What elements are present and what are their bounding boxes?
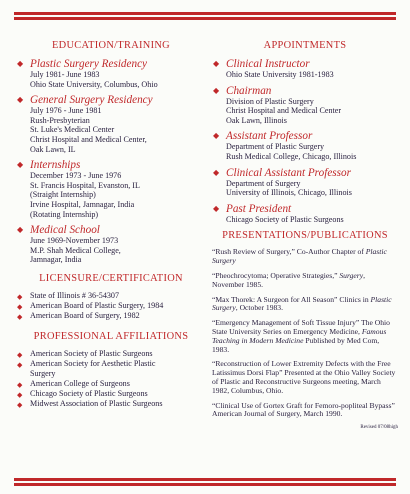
diamond-bullet-icon: ◆ — [17, 160, 24, 170]
entry-line: University of Illinois, Chicago, Illinois — [226, 188, 352, 198]
diamond-bullet-icon: ◆ — [213, 131, 220, 141]
diamond-bullet-icon: ◆ — [17, 390, 23, 399]
entry-title: General Surgery Residency — [30, 94, 153, 107]
publication-text: “Max Thorek: A Surgeon for All Season” Clinics in — [212, 294, 371, 304]
list-item-text: American Society for Aesthetic Plastic — [30, 358, 156, 368]
revised-note: Revised 07/08high — [360, 425, 398, 431]
entry-line: Oak Lawn, IL — [30, 144, 76, 154]
publication-italic: Surgery — [339, 270, 364, 280]
entry-title: Chairman — [226, 84, 272, 97]
education-heading: EDUCATION/TRAINING — [52, 40, 170, 51]
affiliations-list — [16, 349, 206, 409]
list-item — [16, 379, 206, 389]
list-item-text: American Board of Plastic Surgery, 1984 — [30, 300, 164, 310]
licensure-list — [16, 291, 206, 321]
list-item — [16, 349, 206, 359]
entry — [212, 130, 398, 161]
diamond-bullet-icon: ◆ — [213, 85, 220, 95]
diamond-bullet-icon: ◆ — [17, 95, 24, 105]
diamond-bullet-icon: ◆ — [17, 59, 24, 68]
list-item-text: American Society of Plastic Surgeons — [30, 348, 153, 358]
entry — [16, 58, 206, 89]
entry — [212, 85, 398, 126]
entry-line: Department of Plastic Surgery — [226, 142, 325, 152]
bottom-stripes — [14, 478, 396, 488]
entry-title: Medical School — [30, 224, 100, 237]
entry-line: St. Luke's Medical Center — [30, 125, 115, 135]
entry — [16, 224, 206, 265]
diamond-bullet-icon: ◆ — [17, 225, 24, 235]
diamond-bullet-icon: ◆ — [213, 59, 220, 68]
entry-line: Christ Hospital and Medical Center, — [30, 134, 147, 144]
entry-line: Irvine Hospital, Jamnagar, India — [30, 199, 135, 209]
list-item — [16, 399, 206, 409]
publication-text: “Clinical Use of Gortex Graft for Femoro-popliteal Bypass” American Journal of Surgery, March 1990. — [212, 400, 395, 419]
list-item — [16, 359, 206, 369]
list-item — [16, 369, 206, 379]
education-list — [16, 58, 206, 265]
diamond-bullet-icon: ◆ — [213, 203, 220, 213]
entry-line: M.P. Shah Medical College, — [30, 245, 121, 255]
entry-line: Christ Hospital and Medical Center — [226, 106, 342, 116]
entry-line: Ohio State University 1981-1983 — [226, 70, 334, 79]
publication-text: “Rush Review of Surgery,” Co-Author Chapter of — [212, 247, 366, 257]
entry-title: Internships — [30, 159, 81, 172]
entry-line: Jamnagar, India — [30, 255, 82, 265]
entry-line: Rush Medical College, Chicago, Illinois — [226, 151, 357, 161]
list-item-text: State of Illinois # 36-54307 — [30, 290, 120, 300]
licensure-heading: LICENSURE/CERTIFICATION — [39, 272, 183, 284]
entry-line: July 1976 - June 1981 — [30, 106, 102, 116]
publication-italic: Famous Teaching in Modern Medicine — [212, 326, 387, 345]
diamond-bullet-icon: ◆ — [17, 292, 23, 301]
publication-text-end: , November 1985. — [212, 270, 366, 289]
right-column — [212, 40, 398, 431]
entry-line: July 1981- June 1983 — [30, 70, 100, 79]
entry-line: Oak Lawn, Illinois — [226, 115, 287, 125]
entry-line: St. Francis Hospital, Evanston, IL — [30, 180, 140, 190]
entry-line: (Rotating Internship) — [30, 209, 99, 219]
publication-item — [212, 360, 398, 395]
affiliations-heading: PROFESSIONAL AFFILIATIONS — [33, 330, 189, 342]
publication-italic: Plastic Surgery — [212, 247, 387, 266]
diamond-bullet-icon: ◆ — [17, 380, 23, 389]
list-item-text: Midwest Association of Plastic Surgeons — [30, 398, 163, 408]
entry — [212, 203, 398, 225]
list-item-text: Surgery — [30, 368, 56, 378]
list-item — [16, 301, 206, 311]
diamond-bullet-icon: ◆ — [213, 167, 220, 177]
entry-title: Clinical Assistant Professor — [226, 166, 351, 179]
entry-line: Chicago Society of Plastic Surgeons — [226, 214, 344, 224]
entry-line: Department of Surgery — [226, 178, 301, 188]
publication-item — [212, 319, 398, 354]
entry-title: Assistant Professor — [226, 130, 313, 143]
top-stripes — [14, 12, 396, 22]
diamond-bullet-icon: ◆ — [17, 302, 23, 311]
entry — [16, 159, 206, 219]
publication-text: “Emergency Management of Soft Tissue Injury” The Ohio State University Series on Emergency Medicine, — [212, 318, 390, 336]
publication-text-end: Published by Med Com, 1983. — [212, 335, 380, 354]
publications-heading: PRESENTATIONS/PUBLICATIONS — [222, 230, 388, 242]
diamond-bullet-icon: ◆ — [17, 350, 23, 359]
list-item — [16, 389, 206, 399]
entry-line: Ohio State University, Columbus, Ohio — [30, 79, 158, 89]
publication-item — [212, 402, 398, 420]
publication-italic: Plastic Surgery — [212, 294, 392, 313]
publication-text: “Pheochrocytoma; Operative Strategies,” — [212, 270, 340, 280]
diamond-bullet-icon: ◆ — [17, 360, 23, 369]
publication-text-end: , October 1983. — [235, 303, 284, 313]
list-item — [16, 311, 206, 321]
entry-line: Division of Plastic Surgery — [226, 96, 314, 106]
entry-title: Clinical Instructor — [226, 58, 310, 70]
left-column — [16, 40, 206, 417]
publication-item — [212, 248, 398, 266]
diamond-bullet-icon: ◆ — [17, 400, 23, 409]
entry-line: December 1973 - June 1976 — [30, 171, 122, 181]
list-item-text: American Board of Surgery, 1982 — [30, 310, 140, 320]
entry-line: June 1969-November 1973 — [30, 236, 119, 246]
appointments-list — [212, 58, 398, 224]
entry-title: Past President — [226, 202, 292, 215]
list-item — [16, 291, 206, 301]
list-item-text: American College of Surgeons — [30, 378, 130, 388]
publication-item — [212, 296, 398, 314]
list-item-text: Chicago Society of Plastic Surgeons — [30, 388, 148, 398]
diamond-bullet-icon: ◆ — [17, 312, 23, 321]
entry — [16, 94, 206, 154]
appointments-heading: APPOINTMENTS — [263, 40, 347, 51]
entry-line: Rush-Presbyterian — [30, 115, 90, 125]
entry-title: Plastic Surgery Residency — [30, 58, 148, 70]
publications-list — [212, 248, 398, 419]
entry-line: (Straight Internship) — [30, 190, 96, 200]
entry — [212, 167, 398, 198]
entry — [212, 58, 398, 80]
publication-text: “Reconstruction of Lower Extremity Defects with the Free Latissimus Dorsi Flap” Presented at the Ohio Valley Society of Plastic and Reconstructive Surgeons meeting, March 1982, Columbus, Ohio. — [212, 359, 396, 395]
publication-item — [212, 272, 398, 290]
